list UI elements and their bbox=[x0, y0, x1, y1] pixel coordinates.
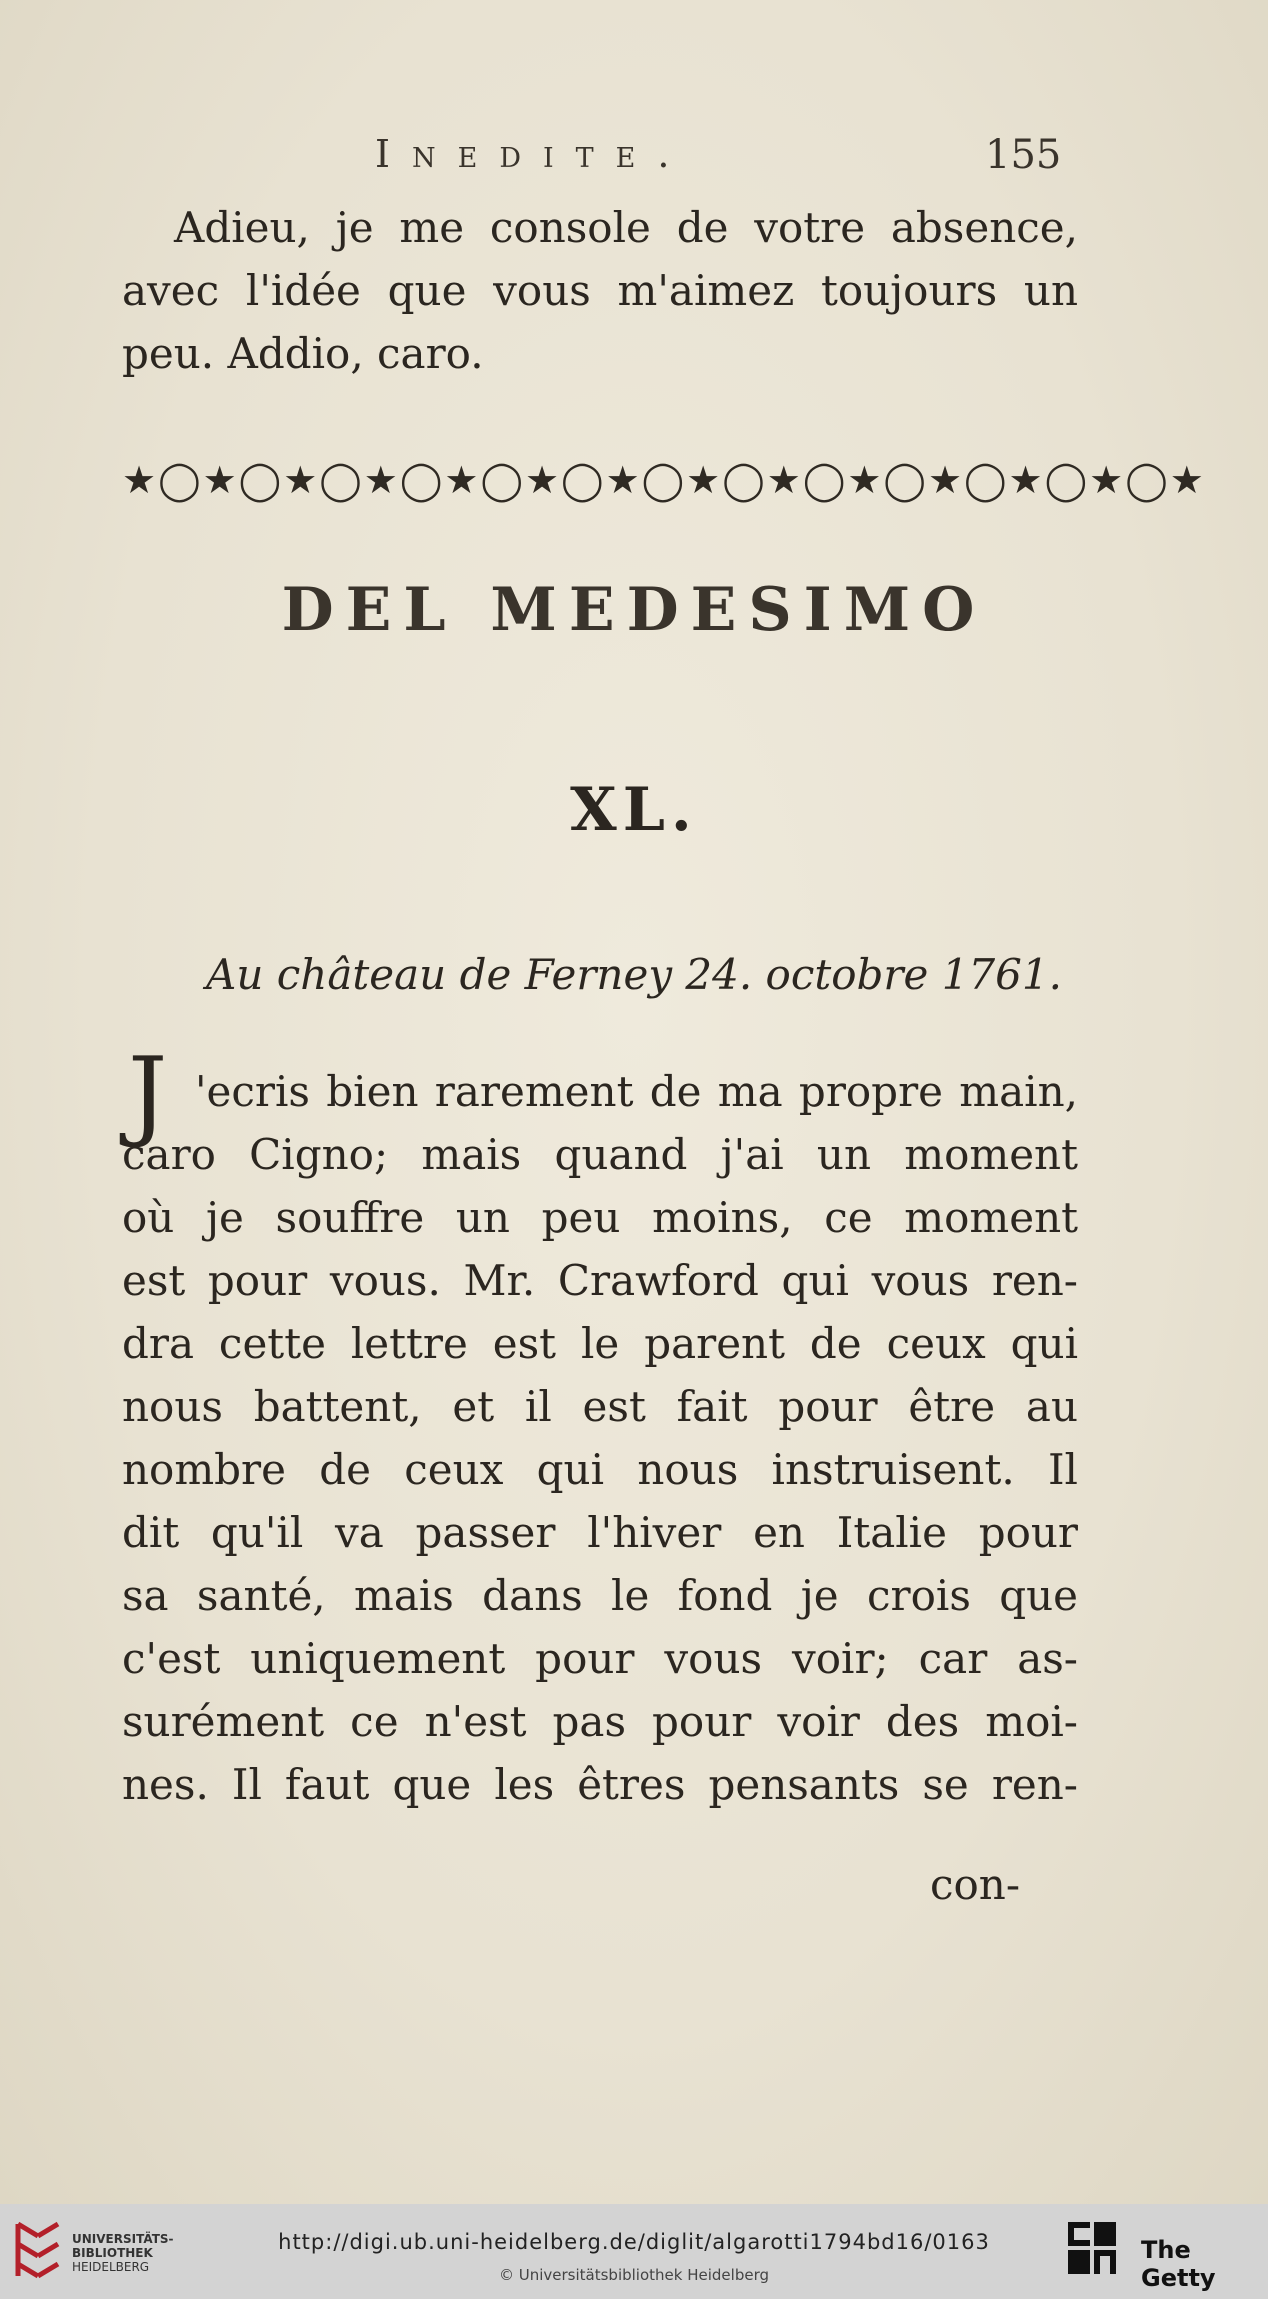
getty-logo-icon bbox=[1066, 2220, 1118, 2278]
text-line: avec l'idée que vous m'aimez toujours un bbox=[122, 266, 1078, 315]
text-line: nes. Il faut que les êtres pensants se ren- bbox=[122, 1760, 1078, 1809]
text-line: nombre de ceux qui nous instruisent. Il bbox=[122, 1445, 1078, 1494]
dateline: Au château de Ferney 24. octobre 1761. bbox=[206, 950, 1062, 999]
source-url-link[interactable]: http://digi.ub.uni-heidelberg.de/diglit/algarotti1794bd16/0163 bbox=[278, 2230, 990, 2254]
text-line: 'ecris bien rarement de ma propre main, bbox=[195, 1067, 1078, 1116]
drop-capital: J bbox=[128, 1037, 168, 1151]
catchword: con- bbox=[930, 1860, 1021, 1909]
text-line: c'est uniquement pour vous voir; car as- bbox=[122, 1634, 1078, 1683]
sponsor-name: The Getty bbox=[1141, 2236, 1216, 2292]
text-line: dra cette lettre est le parent de ceux qui bbox=[122, 1319, 1078, 1368]
text-line: nous battent, et il est fait pour être au bbox=[122, 1382, 1078, 1431]
footer-bar bbox=[0, 2204, 1268, 2299]
text-line: peu. Addio, caro. bbox=[122, 329, 484, 378]
page-number: 155 bbox=[985, 132, 1062, 178]
text-line: sa santé, mais dans le fond je crois que bbox=[122, 1571, 1078, 1620]
text-line: caro Cigno; mais quand j'ai un moment bbox=[122, 1130, 1078, 1179]
running-head: Inedite. bbox=[375, 132, 692, 176]
section-heading: DEL MEDESIMO bbox=[281, 575, 987, 645]
ornamental-divider: ★◯★◯★◯★◯★◯★◯★◯★◯★◯★◯★◯★◯★◯★ bbox=[122, 458, 1206, 502]
text-line: surément ce n'est pas pour voir des moi- bbox=[122, 1697, 1078, 1746]
library-name-line: HEIDELBERG bbox=[72, 2260, 150, 2274]
text-line: est pour vous. Mr. Crawford qui vous ren- bbox=[122, 1256, 1078, 1305]
text-line: où je souffre un peu moins, ce moment bbox=[122, 1193, 1078, 1242]
library-name-line: BIBLIOTHEK bbox=[72, 2246, 153, 2260]
page-header bbox=[0, 132, 1268, 182]
letter-number: XL. bbox=[570, 775, 698, 845]
text-line: dit qu'il va passer l'hiver en Italie pour bbox=[122, 1508, 1078, 1557]
text-line: Adieu, je me console de votre absence, bbox=[174, 203, 1078, 252]
library-name-line: UNIVERSITÄTS- bbox=[72, 2232, 174, 2246]
closing-paragraph bbox=[122, 196, 1078, 385]
copyright-notice: © Universitätsbibliothek Heidelberg bbox=[498, 2266, 769, 2284]
letter-body bbox=[122, 1060, 1078, 1816]
